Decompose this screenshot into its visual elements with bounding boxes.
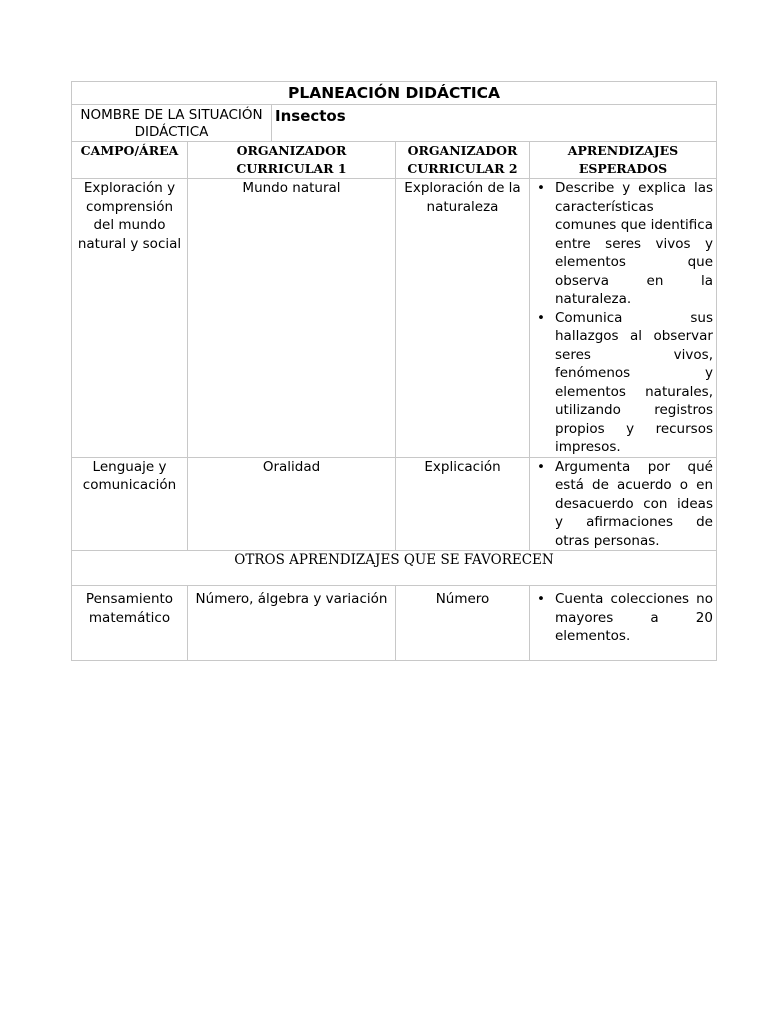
org2-cell: Exploración de la naturaleza: [396, 179, 530, 458]
otros-row: [72, 551, 717, 586]
header-org1: ORGANIZADOR CURRICULAR 1: [188, 142, 396, 179]
nombre-row: [72, 105, 717, 142]
main-rows: [72, 179, 717, 551]
list-item: • Cuenta colecciones no mayores a 20 elementos.: [533, 590, 713, 646]
header-row: [72, 142, 717, 179]
table-row: [72, 179, 717, 458]
list-item: • Comunica sus hallazgos al observar seres vivos, fenómenos y elementos naturales, utilizando registros propios y recursos impresos.: [533, 309, 713, 457]
campo-cell: Pensamiento matemático: [72, 586, 188, 661]
document-title: PLANEACIÓN DIDÁCTICA: [72, 82, 717, 105]
aprendizajes-list: [533, 590, 713, 646]
campo-cell: Exploración y comprensión del mundo natural y social: [72, 179, 188, 458]
org2-cell: Número: [396, 586, 530, 661]
org1-cell: Número, álgebra y variación: [188, 586, 396, 661]
org1-cell: Oralidad: [188, 457, 396, 551]
list-item: • Describe y explica las características comunes que identifica entre seres vivos y elementos que observa en la naturaleza.: [533, 179, 713, 309]
otros-rows: [72, 586, 717, 661]
otros-title: OTROS APRENDIZAJES QUE SE FAVORECEN: [72, 551, 717, 586]
org1-cell: Mundo natural: [188, 179, 396, 458]
nombre-value: Insectos: [272, 105, 717, 142]
planeacion-table: [71, 81, 717, 661]
header-aprendizajes: APRENDIZAJES ESPERADOS: [530, 142, 717, 179]
org2-cell: Explicación: [396, 457, 530, 551]
table-row: [72, 586, 717, 661]
title-row: [72, 82, 717, 105]
header-org2: ORGANIZADOR CURRICULAR 2: [396, 142, 530, 179]
aprendizajes-cell: [530, 586, 717, 661]
aprendizajes-cell: [530, 457, 717, 551]
nombre-label: NOMBRE DE LA SITUACIÓN DIDÁCTICA: [72, 105, 272, 142]
header-campo: CAMPO/ÁREA: [72, 142, 188, 179]
list-item: • Argumenta por qué está de acuerdo o en desacuerdo con ideas y afirmaciones de otras personas.: [533, 458, 713, 551]
aprendizajes-cell: [530, 179, 717, 458]
aprendizajes-list: [533, 458, 713, 551]
aprendizajes-list: [533, 179, 713, 457]
table-row: [72, 457, 717, 551]
campo-cell: Lenguaje y comunicación: [72, 457, 188, 551]
